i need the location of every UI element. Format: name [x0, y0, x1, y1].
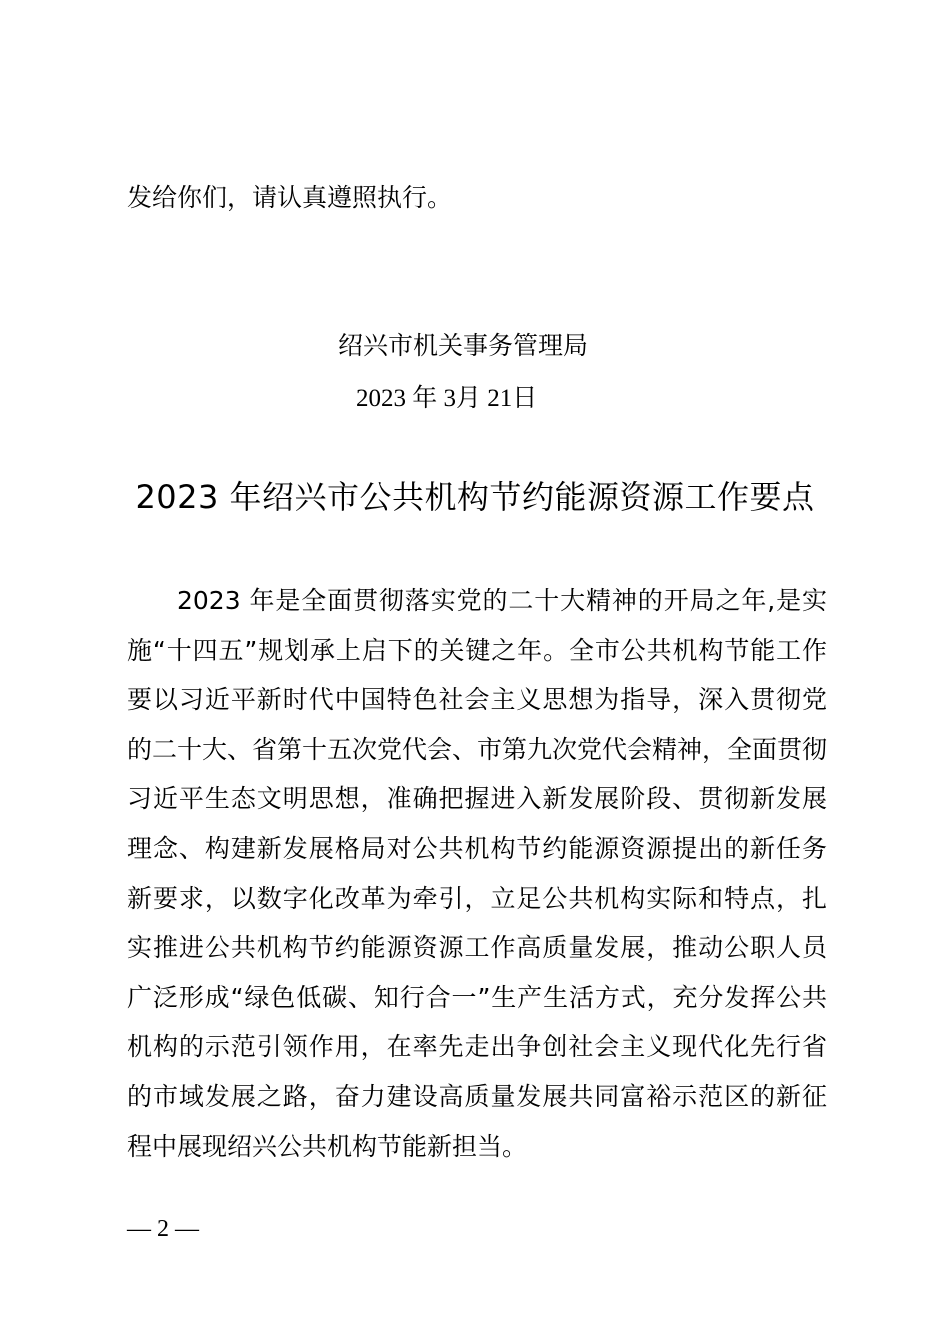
- issue-date-day-unit: 日: [512, 383, 538, 412]
- issue-date-month: 3: [443, 385, 457, 412]
- issue-date-day: 21: [487, 385, 513, 412]
- body-line: 广泛形成“绿色低碳、知行合一”生产生活方式，充分发挥公共: [127, 982, 827, 1012]
- body-line: 的二十大、省第十五次党代会、市第九次党代会精神，全面贯彻: [127, 734, 828, 764]
- body-line: 实推进公共机构节约能源资源工作高质量发展，推动公职人员: [127, 933, 827, 963]
- issue-date-year-unit: 年: [412, 383, 438, 412]
- issue-date-year: 2023: [356, 385, 406, 412]
- body-line: 机构的示范引领作用，在率先走出争创社会主义现代化先行省: [127, 1032, 827, 1062]
- body-line: 程中展现绍兴公共机构节能新担当。: [127, 1131, 528, 1161]
- issuing-organization: 绍兴市机关事务管理局: [338, 331, 589, 360]
- body-line: 2023 年是全面贯彻落实党的二十大精神的开局之年,是实: [177, 586, 827, 615]
- issue-date-month-unit: 月: [456, 383, 482, 412]
- body-line: 的市域发展之路，奋力建设高质量发展共同富裕示范区的新征: [127, 1081, 827, 1111]
- body-line: 施“十四五”规划承上启下的关键之年。全市公共机构节能工作: [127, 635, 827, 665]
- issue-date: [356, 378, 537, 419]
- document-title: 2023 年绍兴市公共机构节约能源资源工作要点: [135, 478, 815, 516]
- body-line: 新要求，以数字化改革为牵引，立足公共机构实际和特点，扎: [127, 883, 827, 913]
- carry-over-line: 发给你们，请认真遵照执行。: [127, 183, 453, 212]
- body-line: 理念、构建新发展格局对公共机构节约能源资源提出的新任务: [127, 833, 827, 863]
- body-paragraph: [127, 576, 827, 1171]
- body-line: 习近平生态文明思想，准确把握进入新发展阶段、贯彻新发展: [127, 784, 827, 814]
- page-number: — 2 —: [127, 1216, 199, 1242]
- body-line: 要以习近平新时代中国特色社会主义思想为指导，深入贯彻党: [127, 685, 827, 715]
